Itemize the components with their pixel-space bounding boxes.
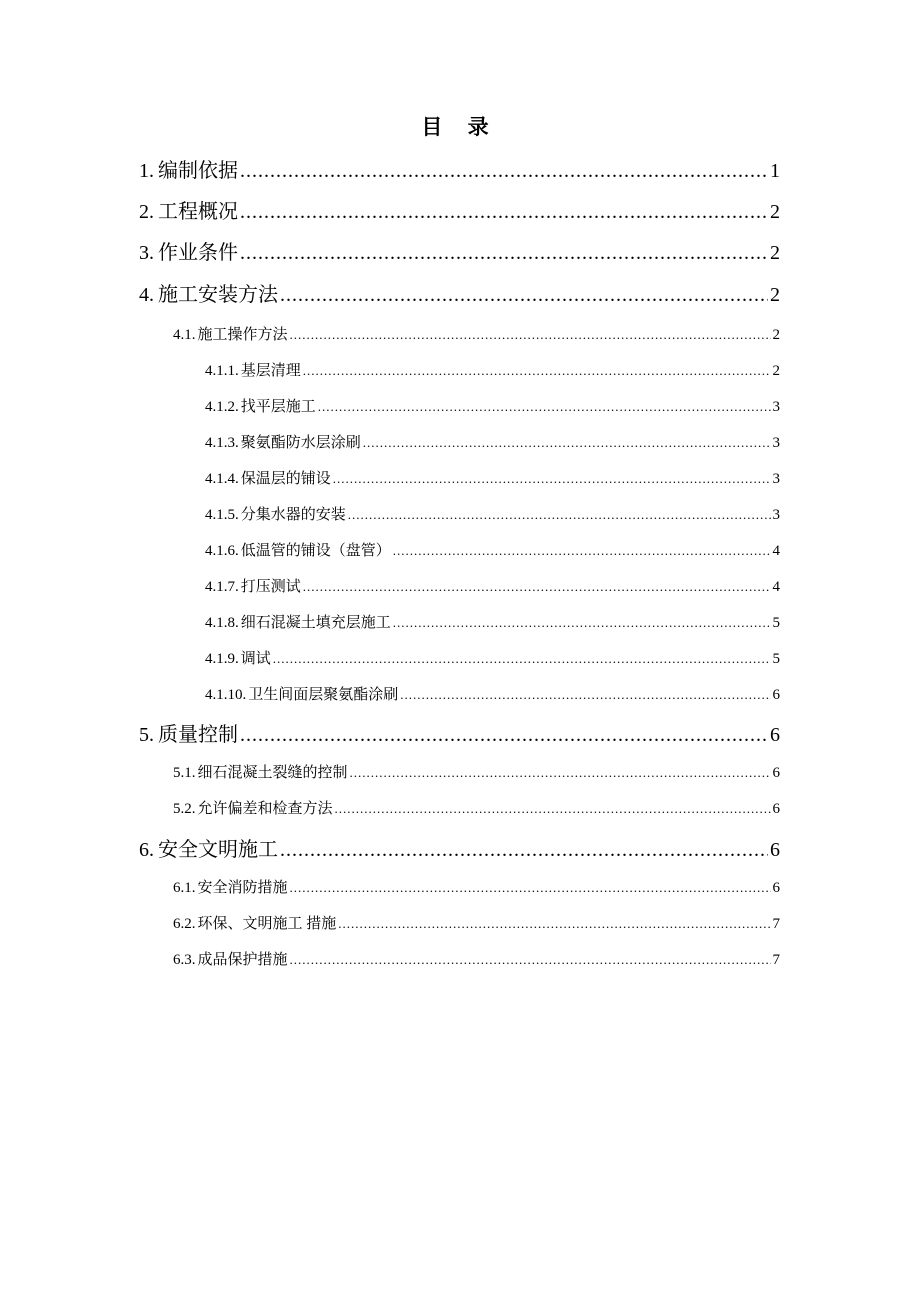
toc-entry-number: 6.2. [173,916,196,932]
toc-entry-title: 卫生间面层聚氨酯涂刷 [248,687,399,703]
toc-entry[interactable] [173,876,780,900]
toc-entry-number: 4.1.9. [205,651,239,667]
toc-page-number: 2 [770,242,780,264]
toc-dot-leader [240,156,768,186]
toc-entry-title: 聚氨酯防水层涂刷 [240,435,361,451]
toc-dot-leader [290,876,771,900]
toc-entry-title: 施工操作方法 [197,327,288,343]
toc-page-number: 3 [772,435,780,451]
toc-entry-number: 4.1.10. [205,687,247,703]
toc-entry-number: 4.1.7. [205,579,239,595]
toc-dot-leader [290,948,771,972]
toc-entry-number: 3. [139,242,154,264]
toc-entry[interactable] [139,197,780,227]
toc-entry-title: 保温层的铺设 [240,471,331,487]
toc-entry[interactable] [173,912,780,936]
toc-entry[interactable] [139,835,780,865]
toc-dot-leader [240,720,768,750]
toc-page-number: 6 [772,765,780,781]
toc-entry[interactable] [205,647,780,671]
toc-entry[interactable] [205,431,780,455]
toc-entry[interactable] [173,797,780,821]
toc-entry-number: 5.2. [173,801,196,817]
toc-entry-title: 安全文明施工 [158,839,278,861]
toc-dot-leader [350,761,771,785]
toc-page-number: 1 [770,160,780,182]
toc-page-number: 6 [772,801,780,817]
toc-entry[interactable] [139,280,780,310]
toc-entry-title: 允许偏差和检查方法 [197,801,333,817]
toc-entry-number: 6.3. [173,952,196,968]
toc-dot-leader [290,323,771,347]
toc-page-number: 5 [772,615,780,631]
toc-page-number: 3 [772,507,780,523]
toc-dot-leader [393,539,771,563]
toc-entry[interactable] [205,575,780,599]
toc-page-number: 2 [770,284,780,306]
toc-page-number: 7 [772,916,780,932]
toc-dot-leader [303,575,771,599]
toc-page-number: 2 [770,201,780,223]
toc-entry-number: 5.1. [173,765,196,781]
toc-dot-leader [280,835,768,865]
toc-entry[interactable] [173,761,780,785]
toc-entry-title: 施工安装方法 [158,284,278,306]
toc-dot-leader [338,912,770,936]
toc-dot-leader [363,431,771,455]
toc-entry[interactable] [205,683,780,707]
toc-entry-number: 4.1.6. [205,543,239,559]
toc-entry-number: 4.1.5. [205,507,239,523]
toc-entry-number: 4.1.8. [205,615,239,631]
toc-page-number: 6 [772,687,780,703]
toc-entry-number: 6. [139,839,154,861]
toc-page-number: 4 [772,579,780,595]
toc-entry[interactable] [139,156,780,186]
toc-entry-title: 质量控制 [158,724,238,746]
toc-dot-leader [273,647,771,671]
toc-entry[interactable] [205,611,780,635]
toc-title: 目 录 [421,115,499,139]
toc-entry[interactable] [205,503,780,527]
toc-page-number: 7 [772,952,780,968]
toc-entry-number: 1. [139,160,154,182]
toc-entry-title: 调试 [240,651,271,667]
toc-page-number: 6 [770,724,780,746]
toc-dot-leader [400,683,770,707]
toc-page-number: 6 [772,880,780,896]
toc-dot-leader [240,197,768,227]
toc-dot-leader [333,467,771,491]
toc-entry-number: 5. [139,724,154,746]
toc-entry[interactable] [205,359,780,383]
toc-entry-title: 工程概况 [158,201,238,223]
toc-dot-leader [348,503,771,527]
toc-entry-number: 4.1.3. [205,435,239,451]
toc-entry-title: 基层清理 [240,363,301,379]
toc-dot-leader [393,611,771,635]
toc-entry[interactable] [173,323,780,347]
toc-page-number: 2 [772,327,780,343]
toc-entry-title: 作业条件 [158,242,238,264]
toc-page-number: 6 [770,839,780,861]
toc-entry[interactable] [205,395,780,419]
toc-entry-number: 6.1. [173,880,196,896]
toc-entry-number: 4.1.4. [205,471,239,487]
toc-entry-title: 分集水器的安装 [240,507,346,523]
toc-entry-title: 细石混凝土填充层施工 [240,615,391,631]
toc-entry-title: 细石混凝土裂缝的控制 [197,765,348,781]
toc-entry[interactable] [173,948,780,972]
toc-dot-leader [240,238,768,268]
toc-entry-number: 4. [139,284,154,306]
toc-page-number: 2 [772,363,780,379]
toc-entry-title: 打压测试 [240,579,301,595]
toc-entry-number: 2. [139,201,154,223]
toc-dot-leader [318,395,771,419]
toc-page-number: 3 [772,471,780,487]
toc-entry-title: 成品保护措施 [197,952,288,968]
toc-entry[interactable] [139,238,780,268]
toc-dot-leader [280,280,768,310]
toc-page-number: 5 [772,651,780,667]
toc-dot-leader [335,797,771,821]
toc-entry-title: 环保、文明施工 措施 [197,916,337,932]
toc-entry-number: 4.1. [173,327,196,343]
toc-page-number: 4 [772,543,780,559]
toc-entry-title: 编制依据 [158,160,238,182]
toc-dot-leader [303,359,771,383]
toc-entry[interactable] [139,720,780,750]
toc-entry[interactable] [205,539,780,563]
toc-entry-title: 安全消防措施 [197,880,288,896]
toc-entry-title: 低温管的铺设（盘管） [240,543,391,559]
toc-entry[interactable] [205,467,780,491]
toc-entry-number: 4.1.1. [205,363,239,379]
toc-entry-number: 4.1.2. [205,399,239,415]
toc-page-number: 3 [772,399,780,415]
toc-entry-title: 找平层施工 [240,399,316,415]
